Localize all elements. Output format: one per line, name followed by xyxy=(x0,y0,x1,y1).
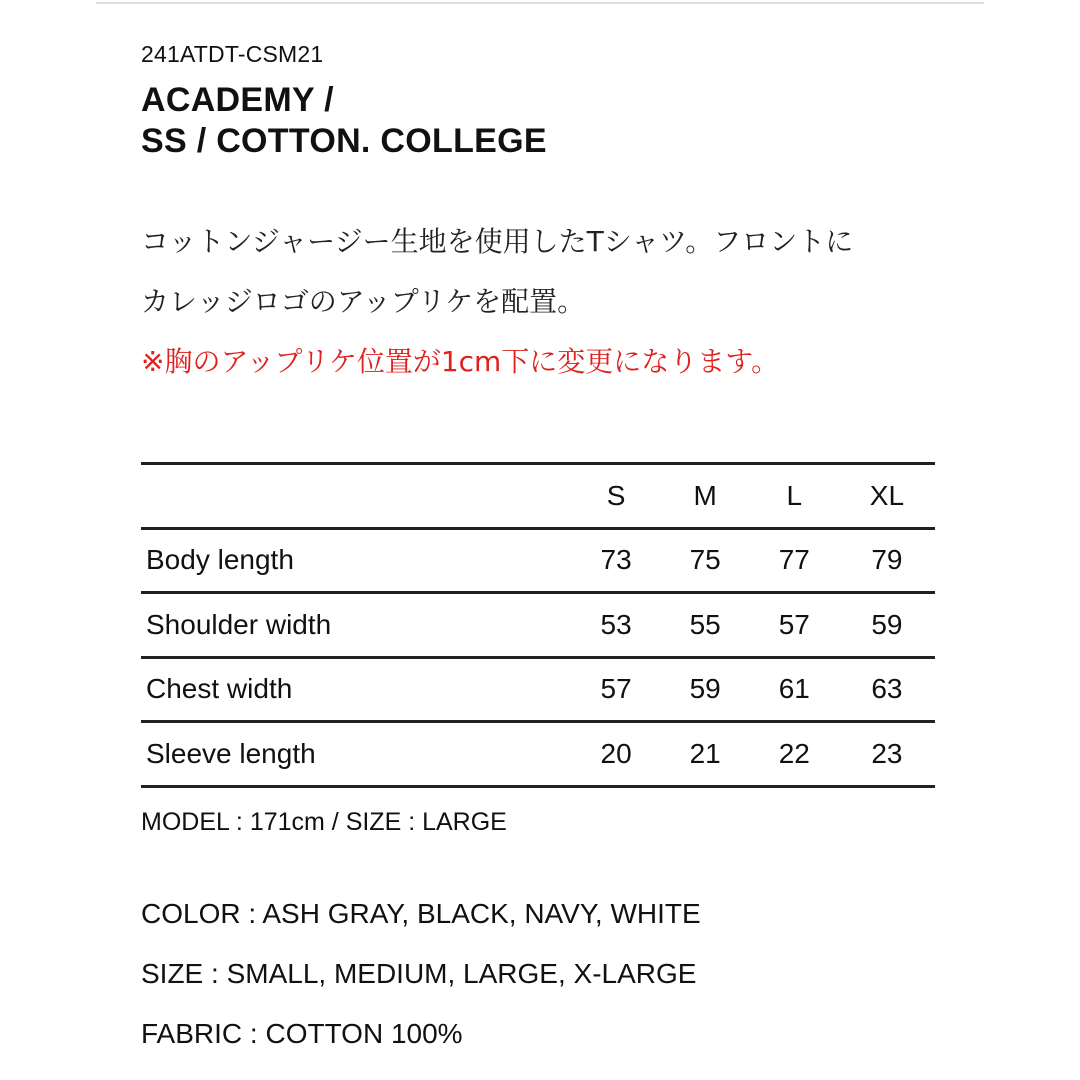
table-cell: 23 xyxy=(839,722,935,787)
table-cell: 20 xyxy=(572,722,661,787)
spec-color: COLOR : ASH GRAY, BLACK, NAVY, WHITE xyxy=(141,898,701,929)
product-title-line-2: SS / COTTON. COLLEGE xyxy=(141,122,547,160)
spec-fabric: FABRIC : COTTON 100% xyxy=(141,1018,463,1049)
row-label-sleeve-length: Sleeve length xyxy=(141,722,572,787)
spec-size: SIZE : SMALL, MEDIUM, LARGE, X-LARGE xyxy=(141,958,697,989)
table-cell: 59 xyxy=(661,657,750,722)
row-label-body-length: Body length xyxy=(141,528,572,593)
product-title xyxy=(141,80,547,162)
size-table xyxy=(141,462,935,788)
row-label-shoulder-width: Shoulder width xyxy=(141,593,572,658)
top-divider xyxy=(96,2,984,4)
table-row xyxy=(141,593,935,658)
size-header-l: L xyxy=(750,464,839,529)
size-table-header-row xyxy=(141,464,935,529)
model-info: MODEL : 171cm / SIZE : LARGE xyxy=(141,808,507,836)
table-cell: 73 xyxy=(572,528,661,593)
product-description xyxy=(141,212,853,392)
table-cell: 61 xyxy=(750,657,839,722)
table-cell: 63 xyxy=(839,657,935,722)
table-row xyxy=(141,657,935,722)
table-cell: 75 xyxy=(661,528,750,593)
table-row xyxy=(141,722,935,787)
table-cell: 59 xyxy=(839,593,935,658)
table-row xyxy=(141,528,935,593)
table-cell: 55 xyxy=(661,593,750,658)
description-line-2: カレッジロゴのアップリケを配置。 xyxy=(141,285,586,318)
table-cell: 21 xyxy=(661,722,750,787)
product-sku: 241ATDT-CSM21 xyxy=(141,41,324,67)
product-specs xyxy=(141,884,701,1064)
table-cell: 57 xyxy=(750,593,839,658)
size-header-m: M xyxy=(661,464,750,529)
table-cell: 77 xyxy=(750,528,839,593)
product-title-line-1: ACADEMY / xyxy=(141,81,334,119)
description-line-1: コットンジャージー生地を使用したTシャツ。フロントに xyxy=(141,225,854,258)
table-cell: 57 xyxy=(572,657,661,722)
table-cell: 22 xyxy=(750,722,839,787)
size-table-header-blank xyxy=(141,464,572,529)
size-header-xl: XL xyxy=(839,464,935,529)
row-label-chest-width: Chest width xyxy=(141,657,572,722)
table-cell: 53 xyxy=(572,593,661,658)
description-note: ※胸のアップリケ位置が1cm下に変更になります。 xyxy=(141,345,780,378)
table-cell: 79 xyxy=(839,528,935,593)
size-header-s: S xyxy=(572,464,661,529)
